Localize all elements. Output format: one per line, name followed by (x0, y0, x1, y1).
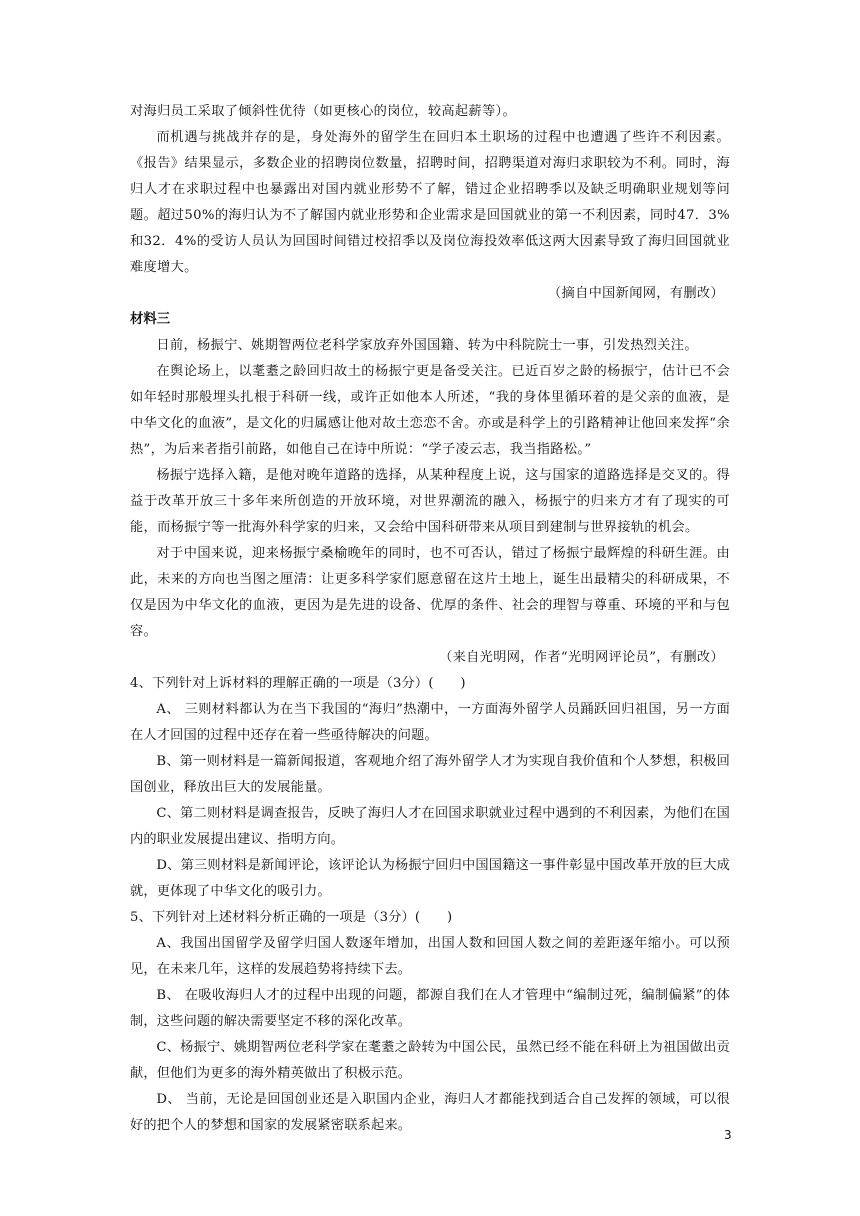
paragraph-continuation: 对海归员工采取了倾斜性优待（如更核心的岗位，较高起薪等）。 (130, 104, 516, 119)
question-5-option-b: B、 在吸收海归人才的过程中出现的问题，都源自我们在人才管理中“编制过死，编制偏紧”的体制，这些问题的解决需要坚定不移的深化改革。 (130, 988, 730, 1029)
question-4-option-c: C、第二则材料是调查报告，反映了海归人才在回国求职就业过程中遇到的不利因素，为他们在国内的职业发展提出建议、指明方向。 (130, 806, 730, 847)
source-note-material3: （来自光明网，作者“光明网评论员”，有删改） (439, 650, 724, 665)
question-5-option-d: D、 当前，无论是回国创业还是入职国内企业，海归人才都能找到适合自己发挥的领域，可以很好的把个人的梦想和国家的发展紧密联系起来。 (130, 1092, 730, 1133)
question-5-option-a: A、我国出国留学及留学归国人数逐年增加，出国人数和回国人数之间的差距逐年缩小。可以预见，在未来几年，这样的发展趋势将持续下去。 (130, 936, 730, 977)
material3-heading: 材料三 (130, 312, 171, 327)
material3-paragraph-4: 对于中国来说，迎来杨振宁桑榆晚年的同时，也不可否认，错过了杨振宁最辉煌的科研生涯。由此，未来的方向也当图之厘清：让更多科学家们愿意留在这片土地上，诞生出最精尖的科研成果，不仅是因为中华文化的血液，更因为是先进的设备、优厚的条件、社会的理智与尊重、环境的平和与包容。 (130, 546, 730, 639)
question-5-option-c: C、杨振宁、姚期智两位老科学家在耄耋之龄转为中国公民，虽然已经不能在科研上为祖国做出贡献，但他们为更多的海外精英做出了积极示范。 (130, 1040, 730, 1081)
material3-paragraph-2: 在舆论场上，以耄耋之龄回归故土的杨振宁更是备受关注。已近百岁之龄的杨振宁，估计已不会如年轻时那般埋头扎根于科研一线，或许正如他本人所述，“我的身体里循环着的是父亲的血液，是中华文化的血液”，是文化的归属感让他对故土恋恋不舍。亦或是科学上的引路精神让他回来发挥“余热”，为后来者指引前路，如他自己在诗中所说：“学子凌云志，我当指路松。” (130, 364, 730, 457)
question-4-stem: 4、下列针对上诉材料的理解正确的一项是（3分）( ) (130, 676, 466, 691)
question-5-stem: 5、下列针对上述材料分析正确的一项是（3分）( ) (130, 910, 453, 925)
source-note-material2: （摘自中国新闻网，有删改） (548, 286, 724, 301)
question-4-option-a: A、 三则材料都认为在当下我国的“海归”热潮中，一方面海外留学人员踊跃回归祖国，另一方面在人才回国的过程中还存在着一些亟待解决的问题。 (130, 702, 730, 743)
question-4-option-d: D、第三则材料是新闻评论，该评论认为杨振宁回归中国国籍这一事件彰显中国改革开放的巨大成就，更体现了中华文化的吸引力。 (130, 858, 730, 899)
material3-paragraph-1: 日前，杨振宁、姚期智两位老科学家放弃外国国籍、转为中科院院士一事，引发热烈关注。 (156, 338, 698, 353)
paragraph-challenges: 而机遇与挑战并存的是，身处海外的留学生在回归本土职场的过程中也遭遇了些许不利因素。《报告》结果显示，多数企业的招聘岗位数量，招聘时间，招聘渠道对海归求职较为不利。同时，海归人才在求职过程中也暴露出对国内就业形势不了解，错过企业招聘季以及缺乏明确职业规划等问题。超过50%的海归认为不了解国内就业形势和企业需求是回国就业的第一不利因素，同时47．3%和32．4%的受访人员认为回国时间错过校招季以及岗位海投效率低这两大因素导致了海归回国就业难度增大。 (130, 130, 730, 275)
material3-paragraph-3: 杨振宁选择入籍，是他对晚年道路的选择，从某种程度上说，这与国家的道路选择是交叉的。得益于改革开放三十多年来所创造的开放环境，对世界潮流的融入，杨振宁的归来方才有了现实的可能，而杨振宁等一批海外科学家的归来，又会给中国科研带来从项目到建制与世界接轨的机会。 (130, 468, 730, 535)
page-number: 3 (724, 1128, 732, 1142)
question-4-option-b: B、第一则材料是一篇新闻报道，客观地介绍了海外留学人才为实现自我价值和个人梦想，积极回国创业，释放出巨大的发展能量。 (130, 754, 730, 795)
page-content (130, 99, 730, 1139)
